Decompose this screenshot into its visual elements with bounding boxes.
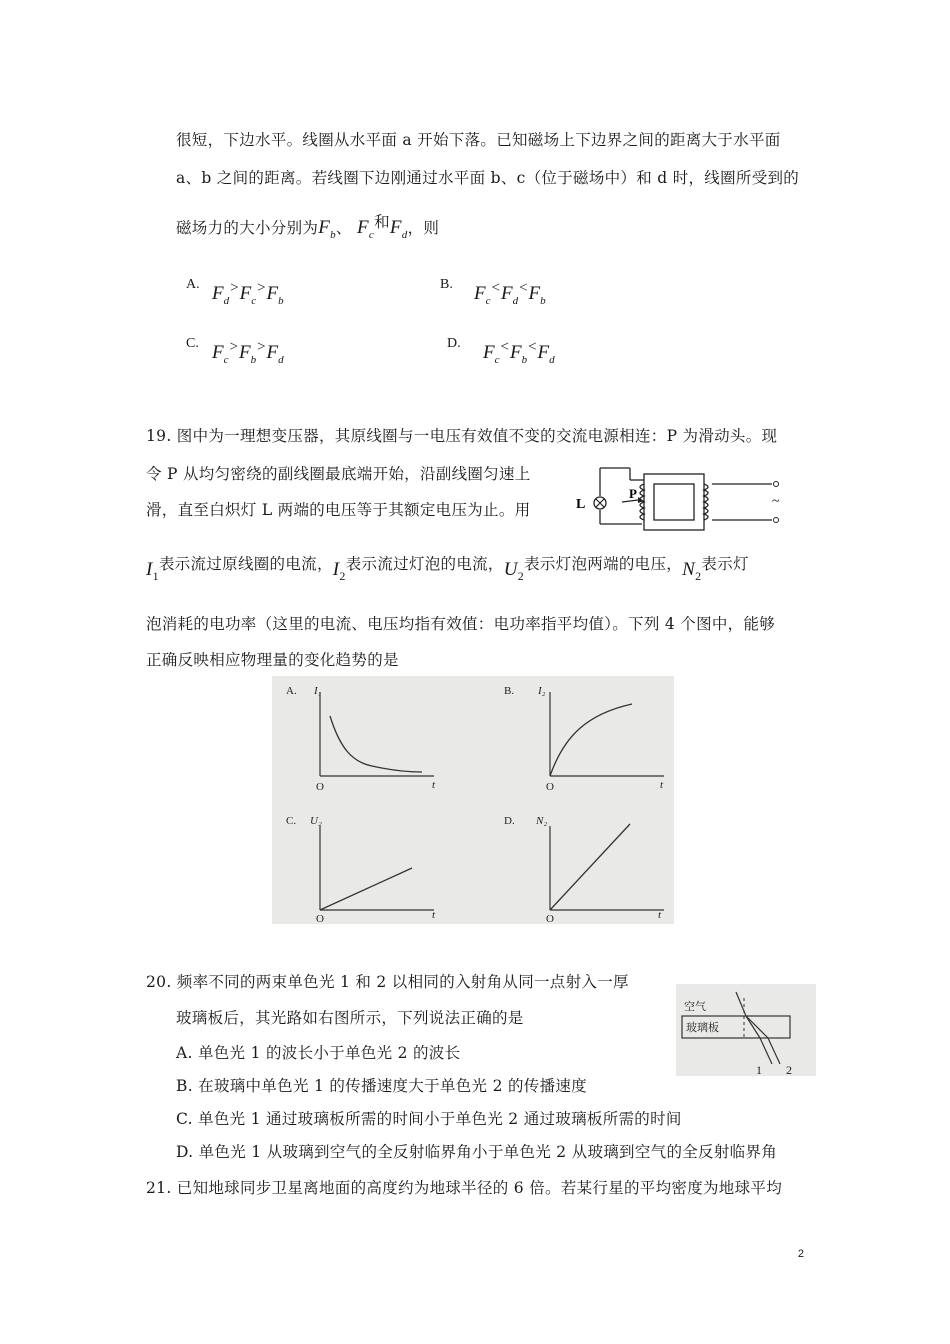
q19-graphs-panel [272, 676, 674, 924]
q18-text-line2: a、b 之间的距离。若线圈下边刚通过水平面 b、c（位于磁场中）和 d 时，线圈所受到的 [176, 169, 800, 187]
q20-text-line2: 玻璃板后，其光路如右图所示，下列说法正确的是 [176, 1009, 524, 1027]
graph-d-origin: O [546, 913, 554, 924]
force-Fc: $F_c$ [356, 217, 375, 241]
q18-text-line3-pre: 磁场力的大小分别为 [176, 219, 319, 237]
transformer-circuit-diagram [572, 466, 792, 548]
q20-option-c: C. 单色光 1 通过玻璃板所需的时间小于单色光 2 通过玻璃板所需的时间 [176, 1110, 682, 1128]
q20-option-a: A. 单色光 1 的波长小于单色光 2 的波长 [176, 1044, 461, 1062]
graph-d-xlabel: t [658, 909, 662, 921]
beam-2-label: 2 [786, 1063, 792, 1076]
graph-c-origin: O [316, 913, 324, 924]
q21-text-line1: 21. 已知地球同步卫星离地面的高度约为地球半径的 6 倍。若某行星的平均密度为地球平均 [146, 1179, 782, 1197]
graph-d-letter: D. [504, 815, 515, 827]
symbol-I2: $I_2$ [332, 559, 346, 583]
graph-c-ylabel: U₂ [310, 815, 322, 827]
graph-a-xlabel: t [432, 779, 436, 791]
q20-text-line1: 20. 频率不同的两束单色光 1 和 2 以相同的入射角从同一点射入一厚 [146, 973, 629, 991]
q19-text-line5: 泡消耗的电功率（这里的电流、电压均指有效值：电功率指平均值）。下列 4 个图中，能够 [146, 615, 776, 633]
q20-option-b: B. 在玻璃中单色光 1 的传播速度大于单色光 2 的传播速度 [176, 1077, 587, 1095]
q19-text-line1: 19. 图中为一理想变压器，其原线圈与一电压有效值不变的交流电源相连：P 为滑动头。现 [146, 427, 778, 445]
graph-d [504, 815, 664, 924]
graph-c [286, 815, 436, 924]
graph-b-ylabel: I₂ [538, 685, 546, 697]
graph-a [286, 685, 436, 793]
q19-text-line6: 正确反映相应物理量的变化趋势的是 [146, 651, 399, 669]
slider-label: P [629, 486, 637, 501]
symbol-N2: $N_2$ [682, 559, 702, 583]
lamp-label: L [576, 497, 586, 512]
q19-text-line4: $I_1$表示流过原线圈的电流，$I_2$表示流过灯泡的电流，$U_2$表示灯泡两端的电压，$N_2$表示灯 [146, 555, 749, 583]
graph-b [504, 685, 664, 793]
force-Fd: $F_d$ [389, 217, 408, 241]
q20-option-d: D. 单色光 1 从玻璃到空气的全反射临界角小于单色光 2 从玻璃到空气的全反射临界角 [176, 1143, 778, 1161]
graph-c-letter: C. [286, 815, 297, 827]
q19-text-line2: 令 P 从均匀密绕的副线圈最底端开始，沿副线圈匀速上 [146, 465, 531, 483]
air-label: 空气 [684, 1000, 706, 1013]
beam-1-label: 1 [756, 1063, 762, 1076]
q19-text-line3: 滑，直至白炽灯 L 两端的电压等于其额定电压为止。用 [146, 501, 531, 519]
graph-d-ylabel: N₂ [536, 815, 548, 827]
glass-label: 玻璃板 [686, 1021, 719, 1034]
glass-plate-figure [676, 984, 816, 1076]
graph-a-letter: A. [286, 685, 297, 697]
graph-b-origin: O [546, 781, 554, 793]
symbol-U2: $U_2$ [503, 559, 525, 583]
force-Fb: $F_b$ [318, 217, 336, 241]
graph-a-origin: O [316, 781, 324, 793]
symbol-I1: $I_1$ [146, 559, 159, 583]
ac-source-symbol: ~ [772, 494, 780, 509]
page-number: 2 [797, 1248, 804, 1260]
graph-a-ylabel: I₁ [314, 685, 322, 697]
graph-b-letter: B. [504, 685, 515, 697]
graph-c-xlabel: t [432, 909, 436, 921]
q18-text-line3: 磁场力的大小分别为$F_b$、 $F_c$和$F_d$，则 [176, 213, 440, 241]
q18-text-line1: 很短，下边水平。线圈从水平面 a 开始下落。已知磁场上下边界之间的距离大于水平面 [176, 131, 781, 149]
graph-b-xlabel: t [660, 779, 664, 791]
